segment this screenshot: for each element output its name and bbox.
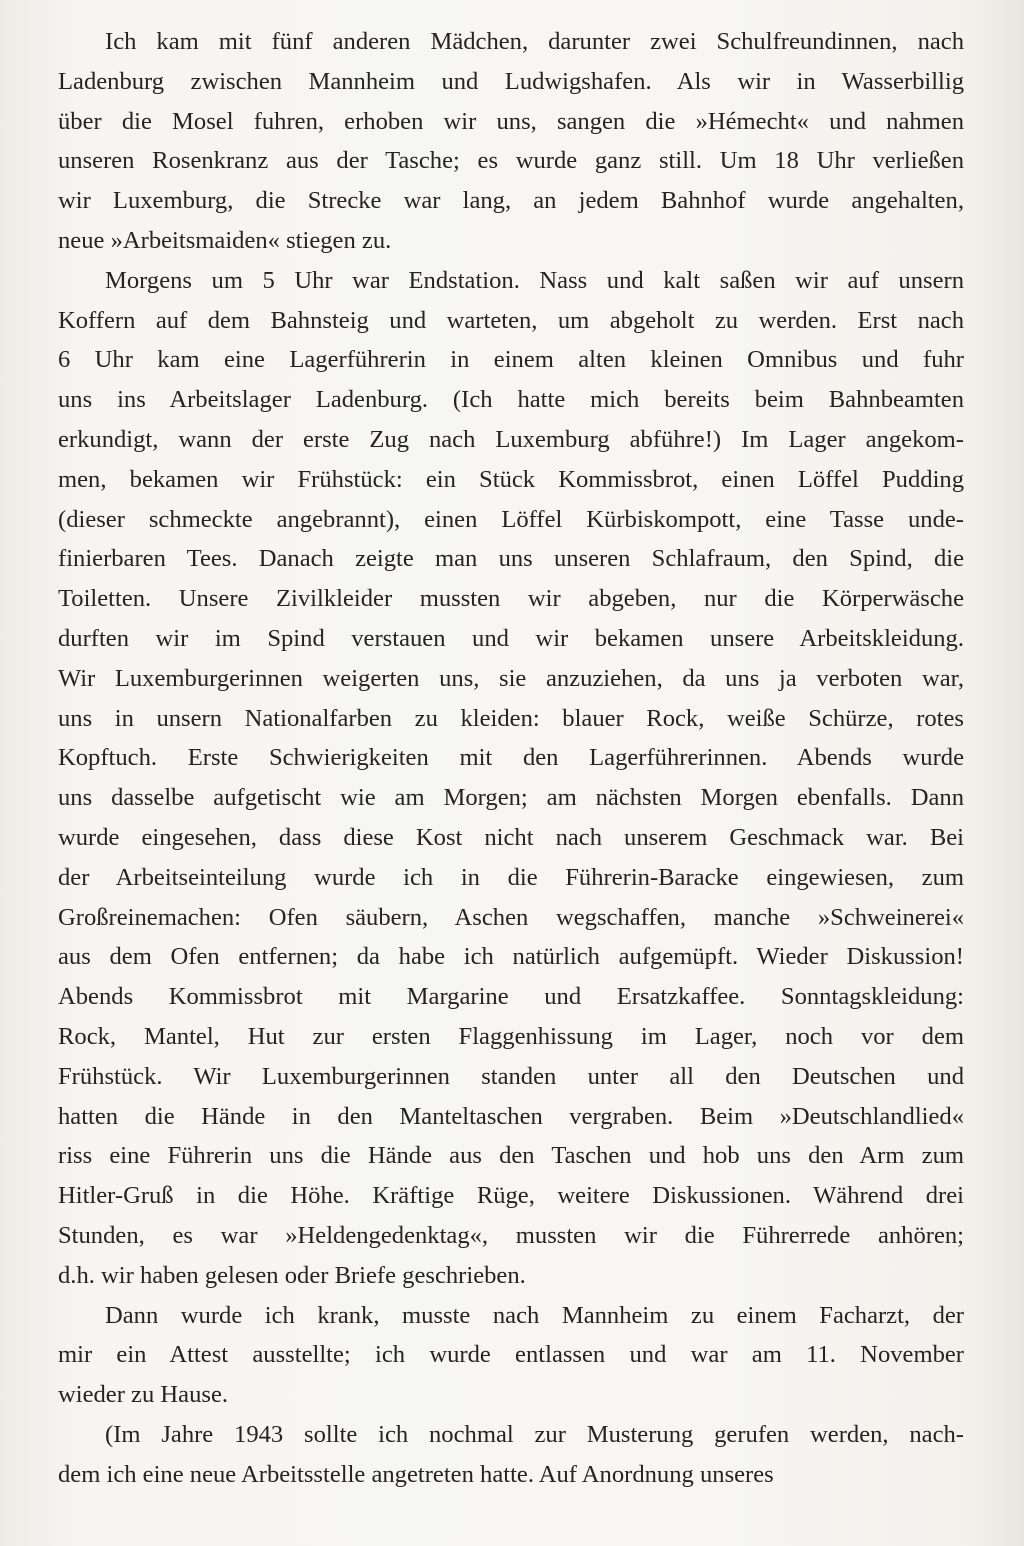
- text-line: uns in unsern Nationalfarben zu kleiden: blauer Rock, weiße Schürze, rotes: [58, 704, 964, 732]
- text-line: wieder zu Hause.: [58, 1381, 229, 1409]
- text-line: (dieser schmeckte angebrannt), einen Löffel Kürbiskompott, eine Tasse unde-: [58, 505, 964, 533]
- text-line: Rock, Mantel, Hut zur ersten Flaggenhissung im Lager, noch vor dem: [58, 1022, 964, 1050]
- text-line: durften wir im Spind verstauen und wir bekamen unsere Arbeitskleidung.: [58, 624, 964, 652]
- body-text: [58, 22, 964, 1494]
- text-line: uns ins Arbeitslager Ladenburg. (Ich hatte mich bereits beim Bahnbeamten: [58, 386, 964, 414]
- text-line: uns dasselbe aufgetischt wie am Morgen; am nächsten Morgen ebenfalls. Dann: [58, 784, 964, 812]
- text-line: Ich kam mit fünf anderen Mädchen, darunter zwei Schulfreundinnen, nach: [105, 28, 964, 55]
- text-line: hatten die Hände in den Manteltaschen vergraben. Beim »Deutschlandlied«: [58, 1102, 964, 1130]
- paragraph: [58, 1415, 964, 1495]
- paragraph: [58, 261, 964, 1296]
- text-line: Frühstück. Wir Luxemburgerinnen standen unter all den Deutschen und: [58, 1062, 964, 1090]
- text-line: neue »Arbeitsmaiden« stiegen zu.: [58, 226, 392, 254]
- text-line: über die Mosel fuhren, erhoben wir uns, sangen die »Hémecht« und nahmen: [58, 107, 964, 135]
- text-line: Wir Luxemburgerinnen weigerten uns, sie anzuziehen, da uns ja verboten war,: [58, 664, 964, 692]
- text-line: dem ich eine neue Arbeitsstelle angetreten hatte. Auf Anordnung unseres: [58, 1460, 774, 1488]
- text-line: Koffern auf dem Bahnsteig und warteten, um abgeholt zu werden. Erst nach: [58, 306, 964, 334]
- text-line: Kopftuch. Erste Schwierigkeiten mit den Lagerführerinnen. Abends wurde: [58, 744, 964, 772]
- text-line: Abends Kommissbrot mit Margarine und Ersatzkaffee. Sonntagskleidung:: [58, 983, 964, 1011]
- text-line: Hitler-Gruß in die Höhe. Kräftige Rüge, weitere Diskussionen. Während drei: [58, 1182, 964, 1210]
- text-line: d.h. wir haben gelesen oder Briefe geschrieben.: [58, 1261, 526, 1289]
- text-line: wurde eingesehen, dass diese Kost nicht nach unserem Geschmack war. Bei: [58, 823, 964, 851]
- text-line: (Im Jahre 1943 sollte ich nochmal zur Musterung gerufen werden, nach-: [105, 1420, 964, 1448]
- paragraph: [58, 22, 964, 261]
- text-line: riss eine Führerin uns die Hände aus den Taschen und hob uns den Arm zum: [58, 1142, 964, 1170]
- text-line: Ladenburg zwischen Mannheim und Ludwigshafen. Als wir in Wasserbillig: [58, 67, 964, 95]
- text-line: aus dem Ofen entfernen; da habe ich natürlich aufgemüpft. Wieder Diskussion!: [58, 943, 964, 971]
- text-line: erkundigt, wann der erste Zug nach Luxemburg abführe!) Im Lager angekom-: [58, 425, 964, 453]
- text-line: Morgens um 5 Uhr war Endstation. Nass und kalt saßen wir auf unsern: [105, 266, 964, 294]
- text-line: Dann wurde ich krank, musste nach Mannheim zu einem Facharzt, der: [105, 1301, 964, 1329]
- text-line: finierbaren Tees. Danach zeigte man uns unseren Schlafraum, den Spind, die: [58, 545, 964, 573]
- text-line: men, bekamen wir Frühstück: ein Stück Kommissbrot, einen Löffel Pudding: [58, 465, 964, 493]
- text-line: wir Luxemburg, die Strecke war lang, an jedem Bahnhof wurde angehalten,: [58, 187, 964, 215]
- text-line: Stunden, es war »Heldengedenktag«, mussten wir die Führerrede anhören;: [58, 1221, 964, 1249]
- text-line: 6 Uhr kam eine Lagerführerin in einem alten kleinen Omnibus und fuhr: [58, 346, 964, 374]
- text-line: unseren Rosenkranz aus der Tasche; es wurde ganz still. Um 18 Uhr verließen: [58, 147, 964, 175]
- text-line: Toiletten. Unsere Zivilkleider mussten wir abgeben, nur die Körperwäsche: [58, 585, 964, 613]
- paragraph: [58, 1296, 964, 1415]
- text-line: Großreinemachen: Ofen säubern, Aschen wegschaffen, manche »Schweinerei«: [58, 903, 964, 931]
- text-line: mir ein Attest ausstellte; ich wurde entlassen und war am 11. November: [58, 1341, 964, 1369]
- text-line: der Arbeitseinteilung wurde ich in die Führerin-Baracke eingewiesen, zum: [58, 863, 964, 891]
